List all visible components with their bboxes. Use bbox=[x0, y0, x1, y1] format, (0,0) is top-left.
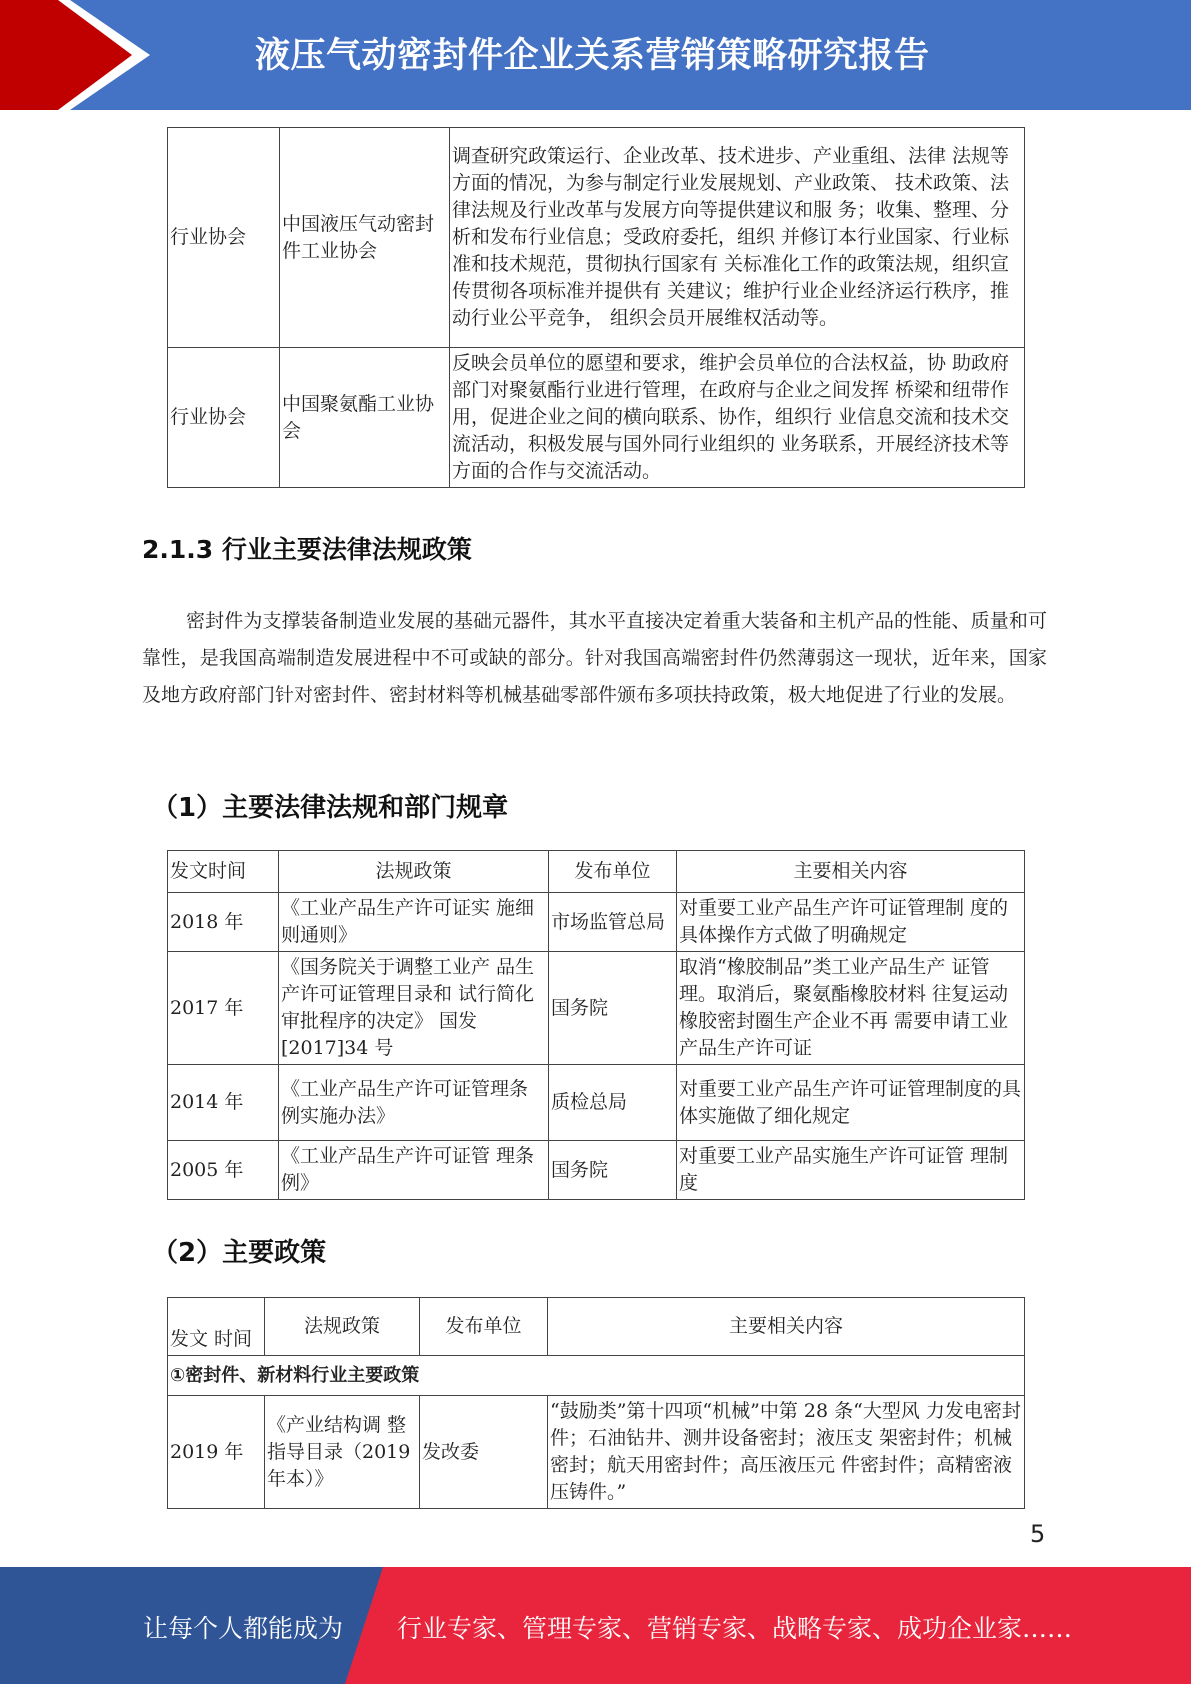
content-cell: 对重要工业产品生产许可证管理制度的具体实施做了细化规定 bbox=[677, 1065, 1025, 1141]
page-footer bbox=[0, 1567, 1191, 1684]
intro-paragraph: 密封件为支撑装备制造业发展的基础元器件，其水平直接决定着重大装备和主机产品的性能、质量和可靠性，是我国高端制造发展进程中不可或缺的部分。针对我国高端密封件仍然薄弱这一现状，近年来，国家及地方政府部门针对密封件、密封材料等机械基础零部件颁布多项扶持政策，极大地促进了行业的发展。 bbox=[142, 610, 1047, 706]
col-header: 法规政策 bbox=[265, 1298, 420, 1356]
org-desc-cell: 调查研究政策运行、企业改革、技术进步、产业重组、法律 法规等方面的情况，为参与制定行业发展规划、产业政策、 技术政策、法律法规及行业改革与发展方向等提供建议和服 务；收集、整理、分析和发布行业信息；受政府委托，组织 并修订本行业国家、行业标准和技术规范，贯彻执行国家有 关标准化工作的政策法规，组织宣传贯彻各项标准并提供有 关建议；维护行业企业经济运行秩序，推动行业公平竞争， 组织会员开展维权活动等。 bbox=[450, 128, 1025, 348]
table-row bbox=[168, 952, 1025, 1065]
issuer-cell: 发改委 bbox=[420, 1396, 548, 1509]
content-cell: “鼓励类”第十四项“机械”中第 28 条“大型风 力发电密封件；石油钻井、测井设备密封；液压支 架密封件；机械密封；航天用密封件；高压液压元 件密封件；高精密液压铸件。” bbox=[548, 1396, 1025, 1509]
col-header: 发文时间 bbox=[168, 851, 279, 893]
col-header: 发文 时间 bbox=[168, 1298, 265, 1356]
col-header: 主要相关内容 bbox=[677, 851, 1025, 893]
policy-cell: 《国务院关于调整工业产 品生产许可证管理目录和 试行简化审批程序的决定》 国发[2017]34 号 bbox=[279, 952, 549, 1065]
col-header: 发布单位 bbox=[420, 1298, 548, 1356]
org-name-cell: 中国液压气动密封件工业协会 bbox=[280, 128, 450, 348]
org-type-cell: 行业协会 bbox=[168, 128, 280, 348]
issuer-cell: 国务院 bbox=[549, 952, 677, 1065]
year-cell: 2017 年 bbox=[168, 952, 279, 1065]
footer-slogan-left: 让每个人都能成为 bbox=[143, 1614, 344, 1643]
col-header: 发布单位 bbox=[549, 851, 677, 893]
table-row bbox=[168, 128, 1025, 348]
laws-table bbox=[167, 850, 1025, 1200]
col-header: 法规政策 bbox=[279, 851, 549, 893]
table-row bbox=[168, 348, 1025, 488]
policies-heading: （2）主要政策 bbox=[152, 1238, 327, 1268]
org-name-cell: 中国聚氨酯工业协会 bbox=[280, 348, 450, 488]
table-header-row bbox=[168, 1298, 1025, 1356]
section-heading: 2.1.3 行业主要法律法规政策 bbox=[142, 535, 472, 564]
issuer-cell: 国务院 bbox=[549, 1141, 677, 1200]
col-header: 主要相关内容 bbox=[548, 1298, 1025, 1356]
policy-cell: 《工业产品生产许可证管 理条例》 bbox=[279, 1141, 549, 1200]
table-header-row bbox=[168, 851, 1025, 893]
laws-heading: （1）主要法律法规和部门规章 bbox=[152, 793, 509, 823]
page-header bbox=[0, 0, 1191, 110]
org-desc-cell: 反映会员单位的愿望和要求，维护会员单位的合法权益，协 助政府部门对聚氨酯行业进行管理，在政府与企业之间发挥 桥梁和纽带作用，促进企业之间的横向联系、协作，组织行 业信息交流和技术交流活动，积极发展与国外同行业组织的 业务联系，开展经济技术等方面的合作与交流活动。 bbox=[450, 348, 1025, 488]
year-cell: 2014 年 bbox=[168, 1065, 279, 1141]
org-type-cell: 行业协会 bbox=[168, 348, 280, 488]
table-row bbox=[168, 893, 1025, 952]
year-cell: 2005 年 bbox=[168, 1141, 279, 1200]
table-row bbox=[168, 1141, 1025, 1200]
content-cell: 对重要工业产品实施生产许可证管 理制度 bbox=[677, 1141, 1025, 1200]
policy-cell: 《工业产品生产许可证实 施细则通则》 bbox=[279, 893, 549, 952]
table-row bbox=[168, 1065, 1025, 1141]
section-label: ①密封件、新材料行业主要政策 bbox=[168, 1356, 1025, 1396]
association-table bbox=[167, 127, 1025, 488]
table-section-row bbox=[168, 1356, 1025, 1396]
table-row bbox=[168, 1396, 1025, 1509]
year-cell: 2018 年 bbox=[168, 893, 279, 952]
page-number: 5 bbox=[1030, 1520, 1046, 1548]
policy-cell: 《产业结构调 整指导目录（2019 年本）》 bbox=[265, 1396, 420, 1509]
issuer-cell: 市场监管总局 bbox=[549, 893, 677, 952]
policy-cell: 《工业产品生产许可证管理条例实施办法》 bbox=[279, 1065, 549, 1141]
policies-table bbox=[167, 1297, 1025, 1509]
year-cell: 2019 年 bbox=[168, 1396, 265, 1509]
footer-slogan-right: 行业专家、管理专家、营销专家、战略专家、成功企业家…… bbox=[397, 1614, 1073, 1643]
report-title: 液压气动密封件企业关系营销策略研究报告 bbox=[255, 36, 930, 76]
issuer-cell: 质检总局 bbox=[549, 1065, 677, 1141]
content-cell: 取消“橡胶制品”类工业产品生产 证管理。取消后，聚氨酯橡胶材料 往复运动橡胶密封圈生产企业不再 需要申请工业产品生产许可证 bbox=[677, 952, 1025, 1065]
content-cell: 对重要工业产品生产许可证管理制 度的具体操作方式做了明确规定 bbox=[677, 893, 1025, 952]
